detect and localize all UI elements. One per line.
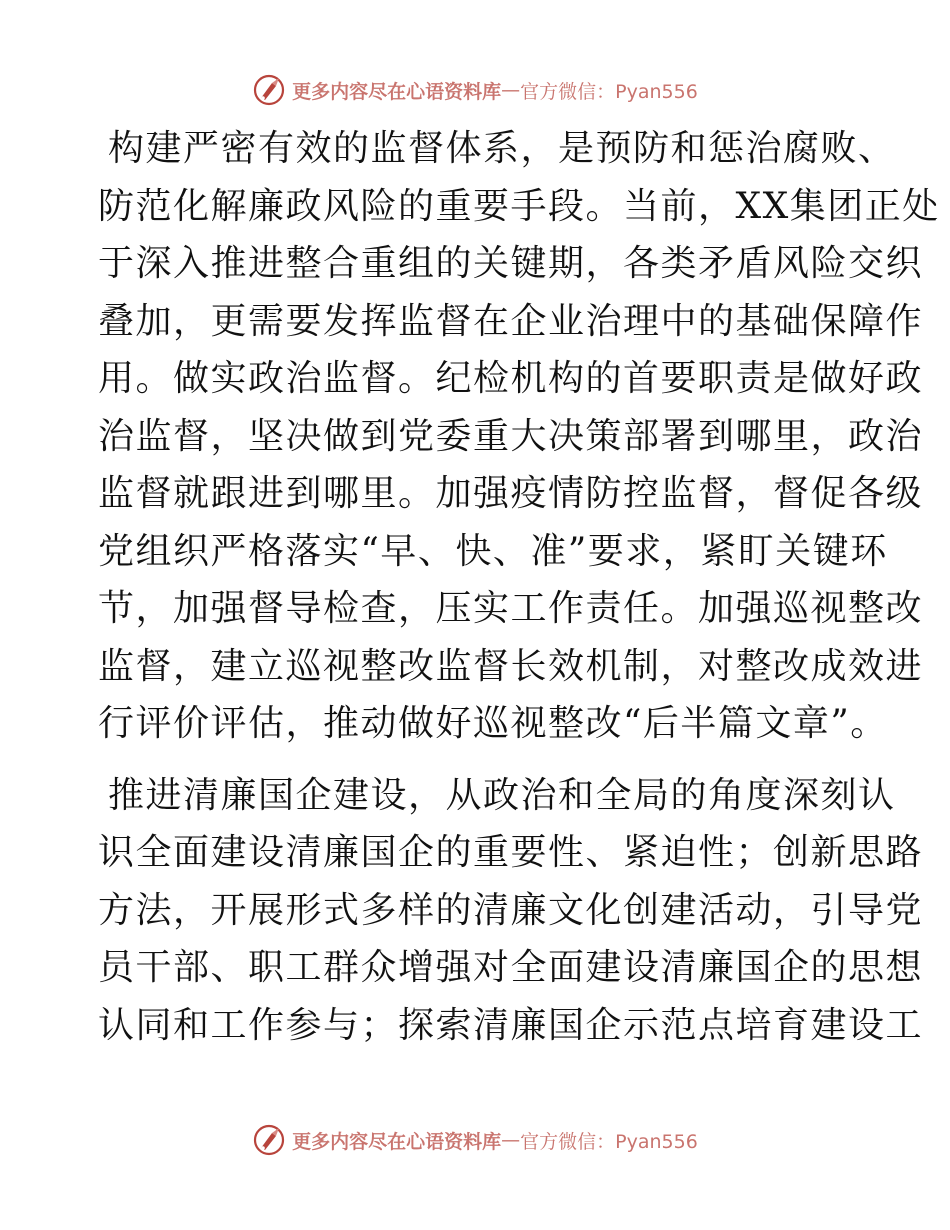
text-line: 防范化解廉政风险的重要手段。当前，XX集团正处 [98, 185, 940, 227]
text-line: 行评价评估，推动做好巡视整改“后半篇文章”。 [98, 703, 888, 744]
text-line: 叠加，更需要发挥监督在企业治理中的基础保障作 [98, 300, 924, 342]
header-watermark-banner [0, 70, 950, 110]
paragraph-supervision-system [98, 120, 940, 753]
document-body [98, 120, 940, 1054]
banner-wechat-id: 官方微信：Pyan556 [520, 80, 698, 103]
text-line: 监督就跟进到哪里。加强疫情防控监督，督促各级 [98, 473, 924, 514]
banner-separator: — [501, 79, 521, 101]
quill-pen-logo-icon [252, 1123, 286, 1157]
text-line: 推进清廉国企建设，从政治和全局的角度深刻认 [108, 774, 896, 816]
text-line: 识全面建设清廉国企的重要性、紧迫性；创新思路 [98, 832, 924, 873]
text-line: 用。做实政治监督。纪检机构的首要职责是做好政 [98, 358, 924, 399]
quill-pen-logo-icon [252, 73, 286, 107]
text-line: 构建严密有效的监督体系，是预防和惩治腐败、 [108, 128, 896, 169]
text-line: 节，加强督导检查，压实工作责任。加强巡视整改 [98, 588, 924, 629]
banner-wechat-id: 官方微信：Pyan556 [520, 1130, 698, 1153]
text-line: 认同和工作参与；探索清廉国企示范点培育建设工 [98, 1004, 924, 1046]
banner-separator: — [501, 1129, 521, 1151]
text-line: 监督，建立巡视整改监督长效机制，对整改成效进 [98, 645, 924, 687]
footer-watermark-banner [0, 1120, 950, 1160]
text-line: 党组织严格落实“早、快、准”要求，紧盯关键环 [98, 530, 888, 572]
text-line: 方法，开展形式多样的清廉文化创建活动，引导党 [98, 889, 924, 931]
banner-site-name: 更多内容尽在心语资料库 [292, 1130, 502, 1153]
banner-site-name: 更多内容尽在心语资料库 [292, 80, 502, 103]
text-line: 员干部、职工群众增强对全面建设清廉国企的思想 [98, 947, 924, 988]
text-line: 于深入推进整合重组的关键期，各类矛盾风险交织 [98, 243, 924, 284]
text-line: 治监督，坚决做到党委重大决策部署到哪里，政治 [98, 415, 924, 457]
paragraph-clean-enterprise [98, 767, 924, 1055]
